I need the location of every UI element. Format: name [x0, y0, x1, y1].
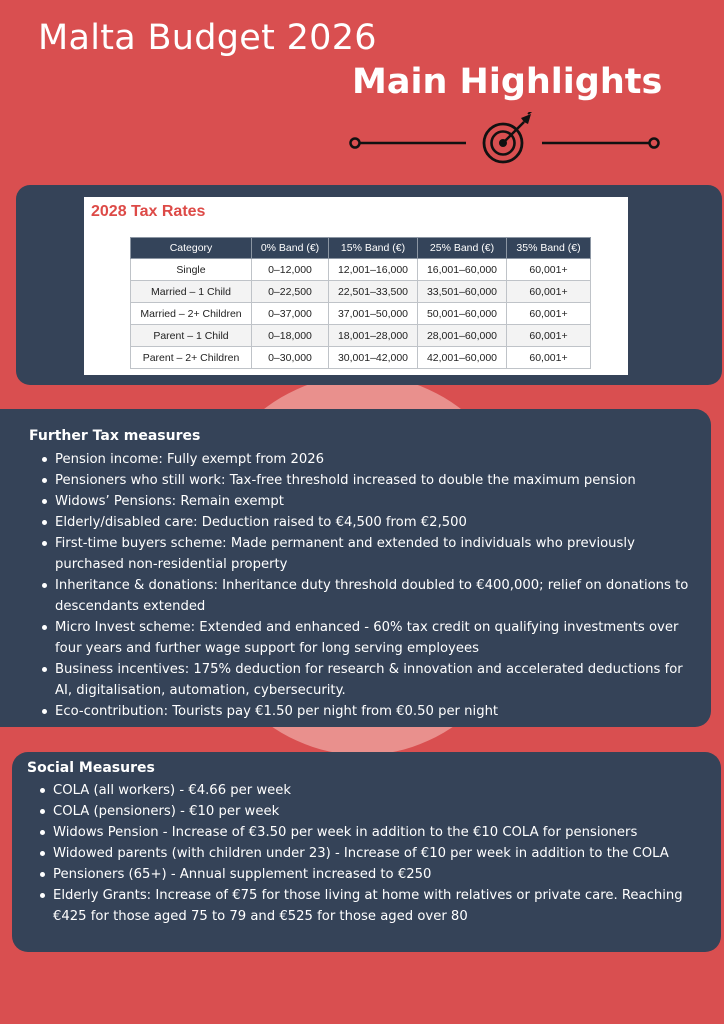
list-item: Pension income: Fully exempt from 2026 [55, 449, 695, 470]
table-cell: 30,001–42,000 [329, 347, 418, 369]
list-item: Widows’ Pensions: Remain exempt [55, 491, 695, 512]
table-cell: 28,001–60,000 [418, 325, 507, 347]
table-cell: Parent – 1 Child [131, 325, 252, 347]
table-cell: 60,001+ [507, 259, 591, 281]
further-tax-title: Further Tax measures [29, 428, 201, 444]
list-item: Business incentives: 175% deduction for research & innovation and accelerated deductions for AI, digitalisation, automation, cybersecurity. [55, 659, 695, 701]
tax-rates-title: 2028 Tax Rates [91, 203, 206, 220]
list-item: COLA (all workers) - €4.66 per week [53, 780, 693, 801]
table-cell: 60,001+ [507, 347, 591, 369]
list-item: Pensioners who still work: Tax-free threshold increased to double the maximum pension [55, 470, 695, 491]
list-item: Eco-contribution: Tourists pay €1.50 per night from €0.50 per night [55, 701, 695, 722]
table-cell: 37,001–50,000 [329, 303, 418, 325]
table-cell: 60,001+ [507, 281, 591, 303]
column-header: 0% Band (€) [252, 238, 329, 259]
table-cell: Parent – 2+ Children [131, 347, 252, 369]
column-header: 25% Band (€) [418, 238, 507, 259]
table-cell: 16,001–60,000 [418, 259, 507, 281]
list-item: First-time buyers scheme: Made permanent and extended to individuals who previously purchased non-residential property [55, 533, 695, 575]
social-measures-list [53, 780, 693, 927]
list-item: Micro Invest scheme: Extended and enhanced - 60% tax credit on qualifying investments over four years and further wage support for long serving employees [55, 617, 695, 659]
table-row [131, 259, 591, 281]
list-item: Pensioners (65+) - Annual supplement increased to €250 [53, 864, 693, 885]
table-cell: Married – 1 Child [131, 281, 252, 303]
column-header: 15% Band (€) [329, 238, 418, 259]
further-tax-panel [0, 409, 711, 727]
table-cell: 33,501–60,000 [418, 281, 507, 303]
table-cell: 0–22,500 [252, 281, 329, 303]
table-cell: 0–18,000 [252, 325, 329, 347]
tax-rates-card [84, 197, 628, 375]
column-header: 35% Band (€) [507, 238, 591, 259]
table-cell: 42,001–60,000 [418, 347, 507, 369]
table-cell: 50,001–60,000 [418, 303, 507, 325]
table-cell: Single [131, 259, 252, 281]
table-row [131, 303, 591, 325]
list-item: Elderly/disabled care: Deduction raised to €4,500 from €2,500 [55, 512, 695, 533]
tax-rates-table [130, 237, 591, 369]
list-item: Elderly Grants: Increase of €75 for those living at home with relatives or private care. Reaching €425 for those aged 75 to 79 and €525 for those aged over 80 [53, 885, 693, 927]
table-cell: 22,501–33,500 [329, 281, 418, 303]
list-item: Inheritance & donations: Inheritance duty threshold doubled to €400,000; relief on donations to descendants extended [55, 575, 695, 617]
table-cell: 0–12,000 [252, 259, 329, 281]
list-item: Widows Pension - Increase of €3.50 per week in addition to the €10 COLA for pensioners [53, 822, 693, 843]
page-subtitle: Main Highlights [352, 62, 663, 102]
further-tax-list [55, 449, 695, 722]
table-row [131, 281, 591, 303]
table-cell: Married – 2+ Children [131, 303, 252, 325]
table-cell: 0–37,000 [252, 303, 329, 325]
page-title: Malta Budget 2026 [38, 18, 377, 58]
social-measures-title: Social Measures [27, 760, 155, 776]
table-cell: 18,001–28,000 [329, 325, 418, 347]
table-row [131, 325, 591, 347]
list-item: Widowed parents (with children under 23) - Increase of €10 per week in addition to the COLA [53, 843, 693, 864]
social-measures-panel [12, 752, 721, 952]
table-cell: 60,001+ [507, 325, 591, 347]
target-dart-icon [345, 112, 665, 168]
list-item: COLA (pensioners) - €10 per week [53, 801, 693, 822]
table-header-row [131, 238, 591, 259]
table-cell: 12,001–16,000 [329, 259, 418, 281]
table-row [131, 347, 591, 369]
table-cell: 60,001+ [507, 303, 591, 325]
column-header: Category [131, 238, 252, 259]
table-cell: 0–30,000 [252, 347, 329, 369]
